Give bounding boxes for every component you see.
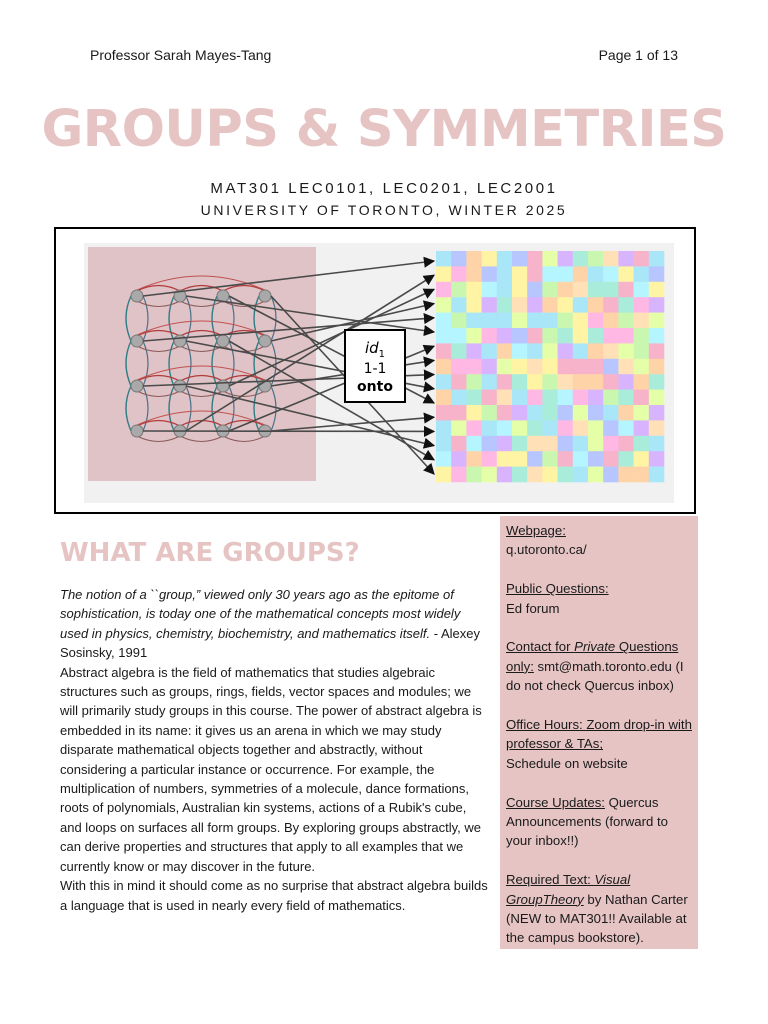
cayley-graph-panel <box>88 247 316 481</box>
grid-cell <box>603 282 619 298</box>
office-hours-info <box>506 715 692 773</box>
grid-cell <box>512 405 528 421</box>
grid-cell <box>634 405 650 421</box>
grid-cell <box>603 251 619 267</box>
grid-cell <box>436 405 452 421</box>
grid-cell <box>603 374 619 390</box>
grid-cell <box>634 297 650 313</box>
grid-cell <box>436 251 452 267</box>
grid-cell <box>573 405 589 421</box>
grid-cell <box>573 343 589 359</box>
header-page-number: Page 1 of 13 <box>598 47 678 63</box>
grid-cell <box>603 266 619 282</box>
grid-cell <box>527 328 543 344</box>
grid-cell <box>588 313 604 329</box>
grid-cell <box>512 451 528 467</box>
grid-cell <box>542 451 558 467</box>
label-identity: $id_1$ <box>364 339 386 360</box>
grid-cell <box>558 343 574 359</box>
grid-cell <box>649 282 665 298</box>
graph-node <box>217 335 229 347</box>
grid-cell <box>466 451 482 467</box>
grid-cell <box>512 282 528 298</box>
grid-cell <box>558 297 574 313</box>
grid-cell <box>634 420 650 436</box>
grid-cell <box>466 328 482 344</box>
required-text-info <box>506 870 692 948</box>
grid-cell <box>649 405 665 421</box>
grid-cell <box>466 405 482 421</box>
grid-cell <box>558 313 574 329</box>
grid-cell <box>527 359 543 375</box>
grid-cell <box>482 359 498 375</box>
paragraph-language: With this in mind it should come as no surprise that abstract algebra builds a language that is used in nearly every field of mathematics. <box>60 878 488 913</box>
grid-cell <box>618 359 634 375</box>
contact-email[interactable]: smt@math.toronto.edu (I do not check Quercus inbox) <box>506 658 684 694</box>
grid-cell <box>512 359 528 375</box>
grid-cell <box>634 328 650 344</box>
grid-cell <box>512 343 528 359</box>
grid-cell <box>558 282 574 298</box>
grid-cell <box>649 343 665 359</box>
public-questions-label: Public Questions: <box>506 581 609 597</box>
grid-cell <box>451 436 467 452</box>
label-onto: onto <box>357 379 393 395</box>
grid-cell <box>649 313 665 329</box>
grid-cell <box>436 313 452 329</box>
grid-cell <box>482 374 498 390</box>
grid-cell <box>573 328 589 344</box>
grid-cell <box>497 251 513 267</box>
grid-cell <box>618 420 634 436</box>
grid-cell <box>573 467 589 483</box>
grid-cell <box>466 297 482 313</box>
grid-cell <box>482 266 498 282</box>
grid-cell <box>451 297 467 313</box>
grid-cell <box>451 390 467 406</box>
grid-cell <box>634 282 650 298</box>
graph-node <box>217 380 229 392</box>
grid-cell <box>588 328 604 344</box>
grid-cell <box>588 451 604 467</box>
webpage-label: Webpage: <box>506 523 566 538</box>
grid-cell <box>466 313 482 329</box>
grid-cell <box>649 328 665 344</box>
grid-cell <box>466 266 482 282</box>
grid-cell <box>603 343 619 359</box>
grid-cell <box>497 328 513 344</box>
grid-cell <box>618 436 634 452</box>
grid-cell <box>542 374 558 390</box>
grid-cell <box>436 282 452 298</box>
grid-cell <box>558 359 574 375</box>
grid-cell <box>466 251 482 267</box>
grid-cell <box>573 359 589 375</box>
grid-cell <box>527 451 543 467</box>
grid-cell <box>542 467 558 483</box>
grid-cell <box>542 313 558 329</box>
grid-cell <box>497 266 513 282</box>
intro-text <box>60 585 490 915</box>
grid-cell <box>588 266 604 282</box>
grid-cell <box>603 420 619 436</box>
function-label-box <box>345 330 405 402</box>
grid-cell <box>436 343 452 359</box>
grid-cell <box>512 390 528 406</box>
grid-cell <box>482 313 498 329</box>
grid-cell <box>497 374 513 390</box>
grid-cell <box>527 297 543 313</box>
grid-cell <box>649 374 665 390</box>
grid-cell <box>436 390 452 406</box>
section-heading: WHAT ARE GROUPS? <box>60 538 360 568</box>
grid-cell <box>618 467 634 483</box>
grid-cell <box>451 313 467 329</box>
grid-cell <box>497 451 513 467</box>
grid-cell <box>542 297 558 313</box>
grid-cell <box>527 467 543 483</box>
grid-cell <box>451 266 467 282</box>
grid-cell <box>466 359 482 375</box>
grid-cell <box>573 313 589 329</box>
grid-cell <box>634 467 650 483</box>
grid-cell <box>451 251 467 267</box>
color-grid <box>436 251 664 482</box>
grid-cell <box>558 328 574 344</box>
grid-cell <box>603 405 619 421</box>
grid-cell <box>512 297 528 313</box>
grid-cell <box>558 451 574 467</box>
grid-cell <box>527 282 543 298</box>
epigraph-author: - Alexey Sosinsky, 1991 <box>60 625 481 661</box>
grid-cell <box>497 343 513 359</box>
contact-info <box>506 637 692 695</box>
grid-cell <box>436 266 452 282</box>
grid-cell <box>603 359 619 375</box>
webpage-link[interactable]: q.utoronto.ca/ <box>506 542 587 558</box>
grid-cell <box>588 282 604 298</box>
grid-cell <box>482 390 498 406</box>
grid-cell <box>512 328 528 344</box>
grid-cell <box>649 359 665 375</box>
grid-cell <box>573 390 589 406</box>
grid-cell <box>558 266 574 282</box>
course-info-sidebar <box>500 516 698 949</box>
grid-cell <box>618 313 634 329</box>
public-questions-value: Ed forum <box>506 600 560 616</box>
grid-cell <box>527 343 543 359</box>
grid-cell <box>573 297 589 313</box>
grid-cell <box>451 282 467 298</box>
paragraph-abstract-algebra: Abstract algebra is the field of mathematics that studies algebraic structures such as groups, rings, fields, vector spaces and modules; we will primarily study groups in this course. The power of abstract algebra is embedded in its name: it gives us an arena in which we may study disparate mathematical objects together and abstractly, without considering a particular instance or occurrence. For example, the multiplication of numbers, symmetries of a molecule, dance formations, roots of polynomials, Australian kin systems, actions of a Rubik's cube, and loops on surfaces all form groups. By exploring groups abstractly, we can derive properties and structures that apply to all examples that we currently know or may discover in the future. <box>60 664 482 874</box>
grid-cell <box>634 313 650 329</box>
grid-cell <box>649 467 665 483</box>
grid-cell <box>451 328 467 344</box>
grid-cell <box>649 451 665 467</box>
grid-cell <box>451 343 467 359</box>
epigraph-quote: The notion of a ``group,” viewed only 30 years ago as the epitome of sophistication, is today one of the mathematical concepts most widely used in physics, chemistry, biochemistry, and mathematics itself. <box>60 587 461 641</box>
grid-cell <box>618 451 634 467</box>
grid-cell <box>588 436 604 452</box>
grid-cell <box>527 266 543 282</box>
cayley-graph-mapping-illustration <box>56 229 694 512</box>
grid-cell <box>451 420 467 436</box>
grid-cell <box>618 251 634 267</box>
grid-cell <box>466 282 482 298</box>
grid-cell <box>497 436 513 452</box>
grid-cell <box>497 297 513 313</box>
public-questions-info <box>506 579 692 618</box>
webpage-info <box>506 521 692 560</box>
grid-cell <box>482 420 498 436</box>
grid-cell <box>573 436 589 452</box>
grid-cell <box>436 374 452 390</box>
grid-cell <box>542 328 558 344</box>
grid-cell <box>512 436 528 452</box>
grid-cell <box>527 374 543 390</box>
grid-cell <box>618 282 634 298</box>
grid-cell <box>588 390 604 406</box>
graph-node <box>174 380 186 392</box>
grid-cell <box>573 251 589 267</box>
grid-cell <box>436 328 452 344</box>
grid-cell <box>542 266 558 282</box>
grid-cell <box>603 297 619 313</box>
grid-cell <box>634 451 650 467</box>
epigraph <box>60 585 490 663</box>
grid-cell <box>649 420 665 436</box>
grid-cell <box>436 297 452 313</box>
grid-cell <box>558 251 574 267</box>
grid-cell <box>588 467 604 483</box>
grid-cell <box>482 451 498 467</box>
grid-cell <box>573 451 589 467</box>
grid-cell <box>497 359 513 375</box>
grid-cell <box>542 390 558 406</box>
grid-cell <box>497 390 513 406</box>
course-updates-label: Course Updates: <box>506 794 605 810</box>
grid-cell <box>618 266 634 282</box>
grid-cell <box>497 467 513 483</box>
grid-cell <box>512 313 528 329</box>
grid-cell <box>558 374 574 390</box>
grid-cell <box>634 390 650 406</box>
grid-cell <box>436 467 452 483</box>
university-term: UNIVERSITY OF TORONTO, WINTER 2025 <box>200 202 568 218</box>
course-updates-value: Quercus Announcements (forward to your inbox!!) <box>506 794 668 849</box>
grid-cell <box>603 451 619 467</box>
grid-cell <box>482 343 498 359</box>
document-title: GROUPS & SYMMETRIES <box>41 100 727 159</box>
grid-cell <box>527 436 543 452</box>
grid-cell <box>649 436 665 452</box>
grid-cell <box>618 405 634 421</box>
grid-cell <box>482 297 498 313</box>
grid-cell <box>603 390 619 406</box>
grid-cell <box>436 359 452 375</box>
grid-cell <box>436 451 452 467</box>
required-text-label: Required Text: Visual Group <box>506 872 631 907</box>
grid-cell <box>542 420 558 436</box>
grid-cell <box>436 420 452 436</box>
office-hours-value: Schedule on website <box>506 755 628 771</box>
grid-cell <box>466 390 482 406</box>
grid-cell <box>482 405 498 421</box>
grid-cell <box>436 436 452 452</box>
grid-cell <box>649 266 665 282</box>
grid-cell <box>482 282 498 298</box>
contact-label: Contact for Private Questions only: <box>506 639 679 674</box>
grid-cell <box>451 405 467 421</box>
label-one-to-one: 1-1 <box>363 361 387 377</box>
grid-cell <box>466 467 482 483</box>
grid-cell <box>588 297 604 313</box>
grid-cell <box>603 328 619 344</box>
grid-cell <box>512 467 528 483</box>
grid-cell <box>512 420 528 436</box>
grid-cell <box>558 420 574 436</box>
grid-cell <box>634 436 650 452</box>
grid-cell <box>497 313 513 329</box>
grid-cell <box>527 251 543 267</box>
grid-cell <box>558 405 574 421</box>
grid-cell <box>512 374 528 390</box>
grid-cell <box>451 451 467 467</box>
office-hours-label: Office Hours: Zoom drop-in with professor & TAs; <box>506 717 692 752</box>
grid-cell <box>618 328 634 344</box>
grid-cell <box>649 251 665 267</box>
grid-cell <box>573 266 589 282</box>
grid-cell <box>618 390 634 406</box>
grid-cell <box>618 343 634 359</box>
header-figure <box>54 227 696 514</box>
grid-cell <box>482 467 498 483</box>
grid-cell <box>466 343 482 359</box>
grid-cell <box>588 359 604 375</box>
grid-cell <box>558 390 574 406</box>
required-text-title: Theory <box>542 891 584 907</box>
grid-cell <box>527 405 543 421</box>
grid-cell <box>603 313 619 329</box>
grid-cell <box>603 467 619 483</box>
grid-cell <box>466 374 482 390</box>
grid-cell <box>588 405 604 421</box>
grid-cell <box>588 251 604 267</box>
grid-cell <box>558 467 574 483</box>
grid-cell <box>542 251 558 267</box>
grid-cell <box>634 343 650 359</box>
grid-cell <box>512 266 528 282</box>
graph-node <box>174 335 186 347</box>
grid-cell <box>618 297 634 313</box>
grid-cell <box>634 266 650 282</box>
grid-cell <box>588 343 604 359</box>
grid-cell <box>497 282 513 298</box>
grid-cell <box>588 374 604 390</box>
grid-cell <box>451 467 467 483</box>
grid-cell <box>482 328 498 344</box>
grid-cell <box>542 343 558 359</box>
graph-node <box>131 425 143 437</box>
grid-cell <box>634 251 650 267</box>
grid-cell <box>527 420 543 436</box>
grid-cell <box>573 420 589 436</box>
graph-node <box>259 290 271 302</box>
course-codes: MAT301 LEC0101, LEC0201, LEC2001 <box>210 180 558 197</box>
grid-cell <box>482 251 498 267</box>
graph-node <box>131 290 143 302</box>
grid-cell <box>497 420 513 436</box>
grid-cell <box>482 436 498 452</box>
graph-node <box>259 335 271 347</box>
required-text-details: by Nathan Carter (NEW to MAT301!! Available at the campus bookstore). <box>506 891 688 946</box>
grid-cell <box>588 420 604 436</box>
grid-cell <box>573 282 589 298</box>
grid-cell <box>542 359 558 375</box>
graph-node <box>131 335 143 347</box>
grid-cell <box>527 390 543 406</box>
grid-cell <box>603 436 619 452</box>
grid-cell <box>542 436 558 452</box>
grid-cell <box>466 436 482 452</box>
grid-cell <box>542 282 558 298</box>
grid-cell <box>542 405 558 421</box>
grid-cell <box>466 420 482 436</box>
grid-cell <box>512 251 528 267</box>
grid-cell <box>649 390 665 406</box>
grid-cell <box>527 313 543 329</box>
course-updates-info <box>506 793 692 851</box>
grid-cell <box>634 359 650 375</box>
grid-cell <box>451 359 467 375</box>
grid-cell <box>649 297 665 313</box>
grid-cell <box>451 374 467 390</box>
grid-cell <box>618 374 634 390</box>
grid-cell <box>573 374 589 390</box>
grid-cell <box>634 374 650 390</box>
grid-cell <box>558 436 574 452</box>
grid-cell <box>497 405 513 421</box>
graph-node <box>131 380 143 392</box>
header-author: Professor Sarah Mayes-Tang <box>90 47 272 63</box>
